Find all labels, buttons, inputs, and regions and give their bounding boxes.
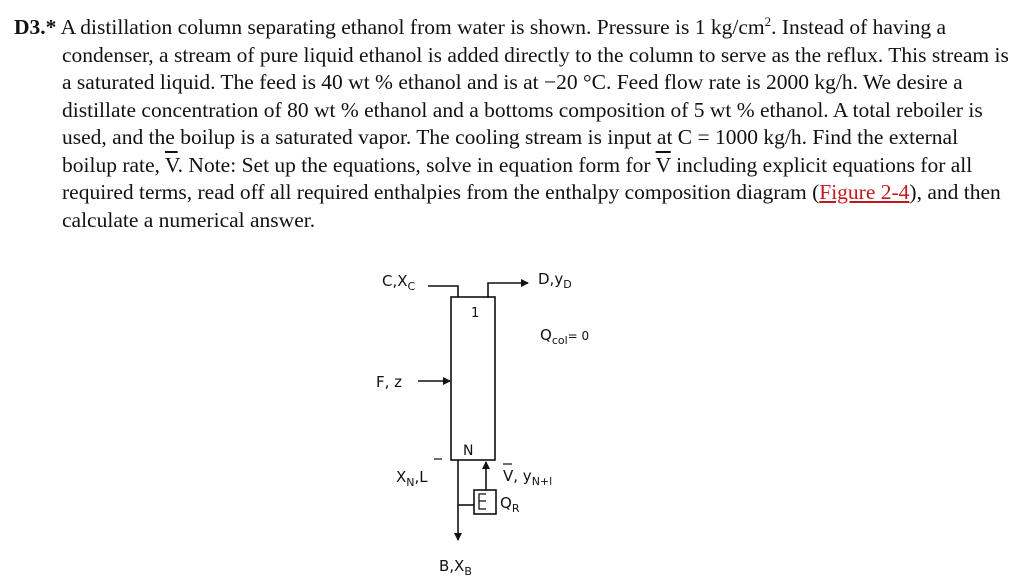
vapor-label: V, $y_{N+l}$ bbox=[503, 467, 553, 488]
problem-text-2: . Instead of having a condenser, a stream of pure liquid ethanol is added directly to the column to serve as the reflux. This stream is a saturated liquid. The feed is 40 wt % ethanol and is at −20 °C. Feed flow rate is 2000 kg/h. We desire a distillate concentration of 80 wt % ethanol and a bottoms composition of 5 wt % ethanol. A total reboiler is used, and the boilup is a saturated vapor. The cooling stream is input at C = 1000 kg/h. Find the external boilup rate, bbox=[62, 15, 1009, 177]
distillate-stream-line bbox=[488, 283, 528, 298]
problem-text-4: including explicit equations for all required terms, read off all required enthalpies from the enthalpy composition diagram ( bbox=[62, 152, 973, 204]
bottom-stage-label: N bbox=[463, 443, 474, 459]
column-shell bbox=[451, 297, 495, 460]
problem-text-1: A distillation column separating ethanol from water is shown. Pressure is 1 kg/cm bbox=[56, 15, 765, 39]
problem-text-3: . Note: Set up the equations, solve in equation form for bbox=[177, 152, 656, 177]
liquid-label: $X_N,L$ bbox=[396, 468, 428, 489]
problem-text-5: ), and then calculate a numerical answer. bbox=[62, 180, 1001, 232]
feed-label: F, z bbox=[376, 373, 403, 391]
figure-link[interactable]: Figure 2-4 bbox=[819, 180, 910, 204]
qcol-label: $Q_{col}^{= 0}$ bbox=[540, 326, 590, 347]
bottoms-label: $B,X_B$ bbox=[439, 557, 472, 578]
problem-number: D3.* bbox=[14, 15, 57, 39]
boilup-symbol: $\overline{V}$ bbox=[164, 152, 178, 177]
cooling-label: $C,X_C$ bbox=[382, 272, 416, 293]
top-stage-label: 1 bbox=[471, 306, 480, 321]
reboiler-coil bbox=[479, 494, 486, 509]
cooling-stream-line bbox=[428, 286, 458, 297]
reboiler-duty-label: $Q_R$ bbox=[500, 494, 520, 515]
boilup-symbol-2: $\overline{V}$ bbox=[655, 152, 671, 177]
distillate-label: $D,y_D$ bbox=[538, 270, 572, 291]
superscript-two: 2 bbox=[764, 13, 772, 29]
